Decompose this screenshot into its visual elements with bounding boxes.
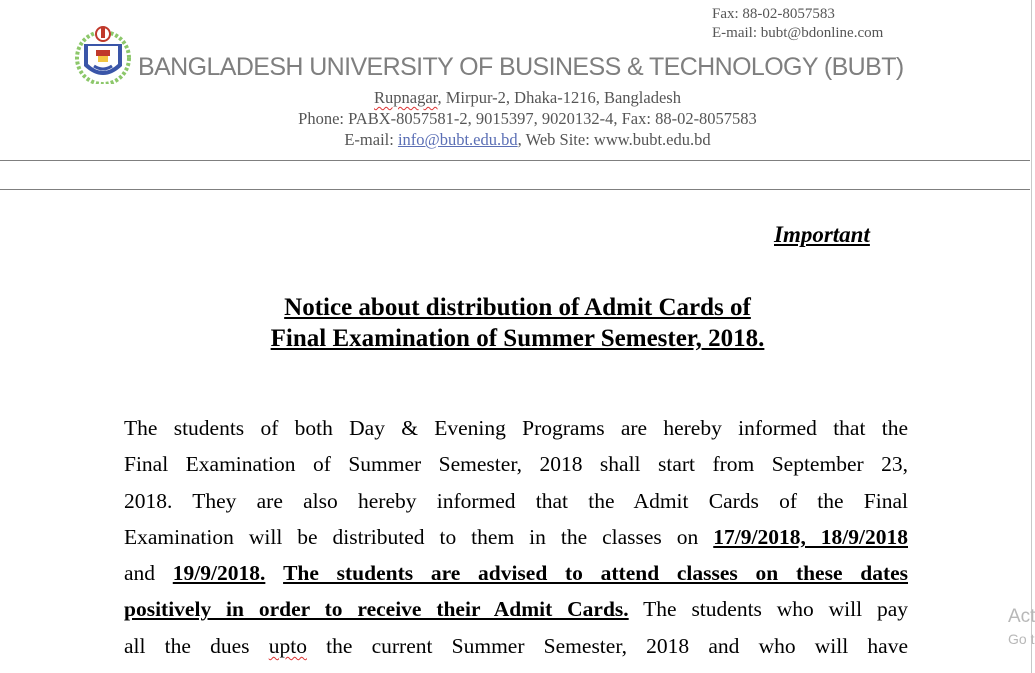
- body-line: [124, 628, 908, 664]
- admit-dates: 17/9/2018, 18/9/2018: [713, 524, 908, 549]
- website-text: , Web Site: www.bubt.edu.bd: [517, 130, 711, 149]
- letterhead-divider: [0, 160, 1030, 161]
- top-contact: [712, 5, 883, 43]
- notice-title-line2: Final Examination of Summer Semester, 2018.: [270, 325, 765, 352]
- body-line: Final Examination of Summer Semester, 2018 shall start from September 23,: [124, 452, 908, 477]
- body-line: 2018. They are also hereby informed that the Admit Cards of the Final: [124, 488, 908, 513]
- body-line: [124, 555, 908, 591]
- email-label: E-mail:: [344, 130, 398, 149]
- body-text: the current Summer Semester, 2018 and who will have: [306, 633, 908, 658]
- header-divider: [0, 189, 1030, 190]
- watermark-line2: Go t: [1008, 631, 1035, 647]
- advice-text: The students are advised to attend classes on these dates: [283, 561, 909, 586]
- notice-body: [124, 410, 908, 664]
- email-link[interactable]: info@bubt.edu.bd: [397, 130, 518, 149]
- body-line: [124, 591, 908, 627]
- address-place: Rupnagar: [374, 88, 438, 107]
- contact-line: [0, 130, 1035, 150]
- body-text: Examination will be distributed to them in the classes on: [124, 524, 714, 549]
- university-logo-icon: [72, 22, 134, 84]
- body-text: all the dues: [124, 633, 269, 658]
- body-text: and: [124, 561, 173, 586]
- phone-line: Phone: PABX-8057581-2, 9015397, 9020132-4, Fax: 88-02-8057583: [298, 109, 757, 128]
- important-label: Important: [774, 222, 870, 247]
- university-name: BANGLADESH UNIVERSITY OF BUSINESS & TECHNOLOGY (BUBT): [138, 53, 904, 81]
- body-line: The students of both Day & Evening Programs are hereby informed that the: [124, 416, 908, 440]
- notice-title-line1: Notice about distribution of Admit Cards of: [284, 294, 751, 321]
- watermark-line1: Act: [1008, 606, 1035, 627]
- email-top: E-mail: bubt@bdonline.com: [712, 25, 884, 41]
- fax-top: Fax: 88-02-8057583: [712, 6, 835, 22]
- address-line: [0, 88, 1035, 108]
- address-rest: , Mirpur-2, Dhaka-1216, Bangladesh: [437, 88, 681, 107]
- advice-text: positively in order to receive their Admit Cards.: [124, 597, 629, 622]
- activation-watermark: [1008, 606, 1035, 650]
- body-text: The students who will pay: [628, 597, 908, 622]
- body-line: [124, 519, 908, 555]
- admit-date: 19/9/2018.: [172, 561, 266, 586]
- body-text: upto: [268, 633, 307, 658]
